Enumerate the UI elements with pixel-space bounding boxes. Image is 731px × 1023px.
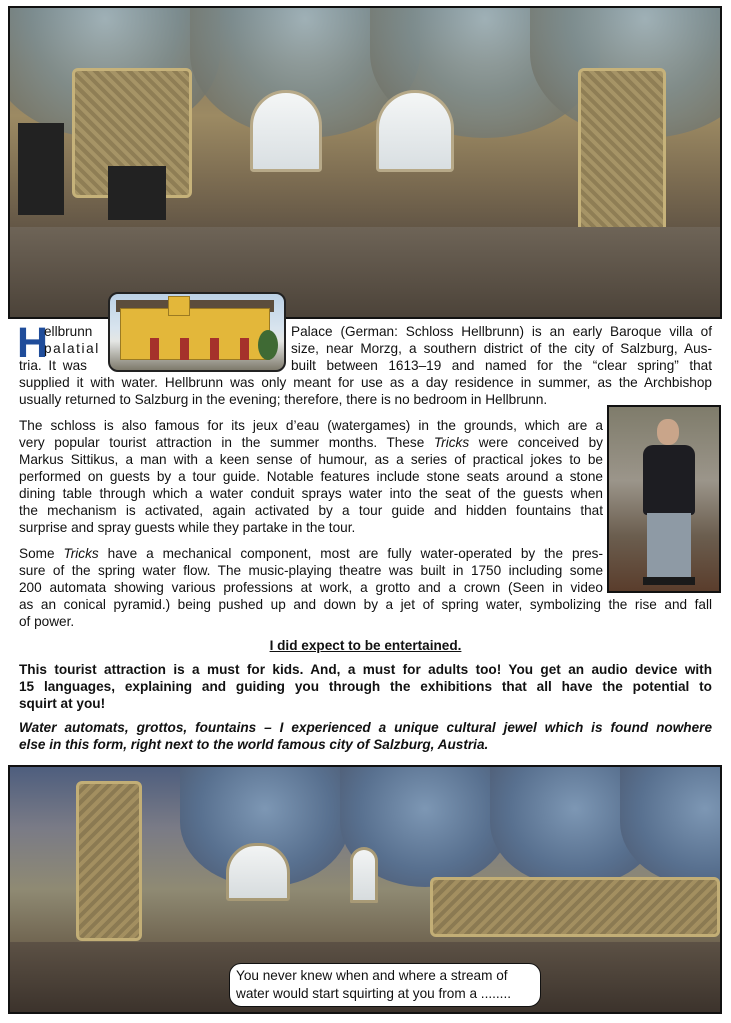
para3-line: as an conical pyramid.) being pushed up and down by a jet of spring water, symbolizing the rise and fall [19,597,712,612]
visitor-photo [607,405,721,593]
stucco-pillar [578,68,666,248]
caption-line: water would start squirting at you from a ........ [236,986,512,1001]
stucco-pillar [76,781,142,941]
ceiling-vault [620,765,722,887]
para3-line: sure of the spring water flow. The music-playing theatre was built in 1750 including some [19,563,603,578]
section-headline: I did expect to be entertained. [269,638,462,653]
italic-para-line: Water automats, grottos, fountains – I experienced a unique cultural jewel which is found nowhere [19,720,712,735]
italic-para-line: else in this form, right next to the world famous city of Salzburg, Austria. [19,737,489,752]
palace-door [240,338,249,360]
intro-line-4: supplied it with water. Hellbrunn was only meant for use as a day residence in summer, as the Archbishop [19,375,712,390]
para2-line: The schloss is also famous for its jeux d’eau (watergames) in the grounds, which are a [19,418,603,433]
palace-door [180,338,189,360]
person-jeans [647,513,691,579]
dark-doorway [18,123,64,215]
para2-line: very popular tourist attraction in the summer months. These Tricks were conceived by [19,435,603,450]
arched-window [226,843,290,901]
bold-para-line: This tourist attraction is a must for kids. And, a must for adults too! You get an audio device with [19,662,712,677]
para3-line: Some Tricks have a mechanical component, most are fully water-operated by the pres- [19,546,603,561]
intro-line-3: built between 1613–19 and named for the “clear spring” that [291,358,712,373]
intro-line-5: usually returned to Salzburg in the evening; therefore, there is no bedroom in Hellbrunn. [19,392,548,407]
intro-line-2-word: palatial [44,341,100,356]
para2-line: Markus Sittikus, a man with a keen sense of humour, as a series of practical jokes to be [19,452,603,467]
intro-line-2: size, near Morzg, a southern district of the city of Salzburg, Aus- [291,341,712,356]
dark-panel [108,166,166,220]
intro-line-1: Palace (German: Schloss Hellbrunn) is an early Baroque villa of [291,324,712,339]
tree [258,330,278,360]
palace-tower [168,296,190,316]
person-head [657,419,679,445]
person-jacket [643,445,695,515]
palace-door [150,338,159,360]
bold-para-line: squirt at you! [19,696,106,711]
person-shoes [643,577,695,585]
para2-line: the mechanism is activated, again activated by a tour guide and hidden fountains that [19,503,603,518]
intro-line-1-word: ellbrunn [44,324,93,339]
top-panorama-photo [8,6,722,319]
stucco-wall-frieze [430,877,720,937]
arched-window [350,847,378,903]
palace-exterior-photo [108,292,286,372]
bold-para-line: 15 languages, explaining and guiding you through the exhibitions that all have the potential to [19,679,712,694]
para2-line: dining table through which a water conduit sprays water into the seat of the guests when [19,486,603,501]
palace-door [210,338,219,360]
para2-line: performed on guests by a tour guide. Notable features include stone seats around a stone [19,469,603,484]
drop-cap: H [17,319,49,367]
caption-bubble [229,963,541,1007]
arched-window [376,90,454,172]
arched-window [250,90,322,172]
para3-line: of power. [19,614,75,629]
para2-line: surprise and spray guests while they partake in the tour. [19,520,356,535]
para3-line: 200 automata showing various professions at work, a grotto and a crown (Seen in video [19,580,603,595]
caption-line: You never knew when and where a stream of [236,968,508,983]
intro-line-3-word: tria. It was [19,358,87,373]
